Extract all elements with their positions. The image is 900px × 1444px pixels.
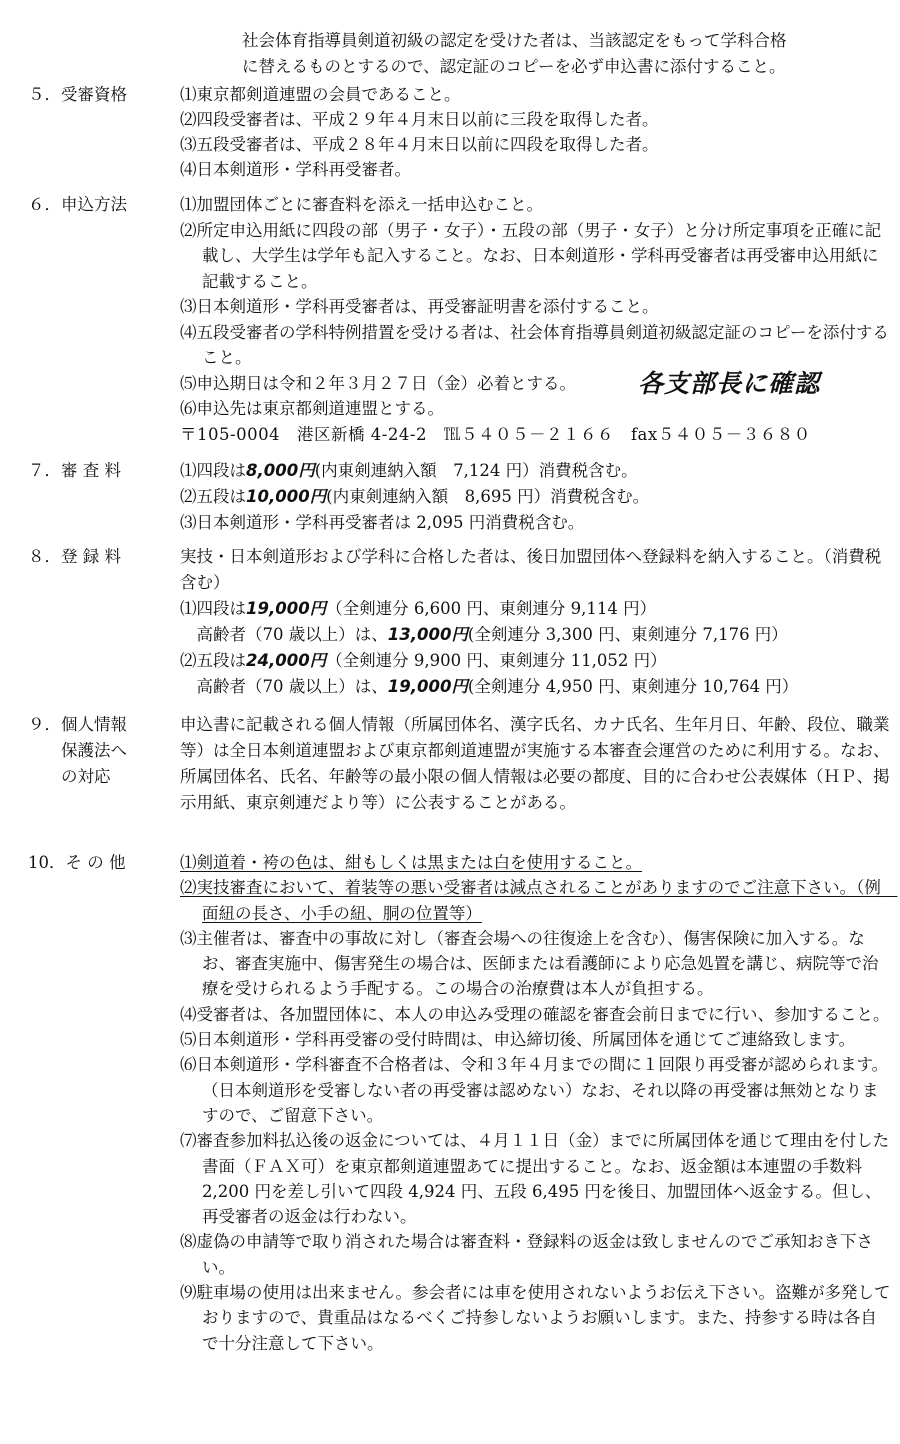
section-8-body xyxy=(180,544,892,700)
s10-item-3: ⑶主催者は、審査中の事故に対し（審査会場への往復途上を含む）、傷害保険に加入する。なお、審査実施中、傷害発生の場合は、医師または看護師により応急処置を講じ、病院等で治療を受けられるよう手配する。この場合の治療費は本人が負担する。 xyxy=(180,928,879,999)
s7-item-2-pre: ⑵五段は xyxy=(180,487,246,506)
s8-line-3-handwritten-amount: 24,000円 xyxy=(246,651,327,670)
s8-line-1-handwritten-amount: 19,000円 xyxy=(246,599,327,618)
section-10-label: 10．そ の 他 xyxy=(28,853,126,872)
section-10-body xyxy=(180,850,898,1356)
s6-item-5-text: ⑸申込期日は令和２年３月２７日（金）必着とする。 xyxy=(180,373,576,393)
s8-line-3-pre: ⑵五段は xyxy=(180,651,246,670)
s7-item-2 xyxy=(180,484,892,510)
s5-item-2: ⑵四段受審者は、平成２９年４月末日以前に三段を取得した者。 xyxy=(180,110,659,129)
s6-item-5 xyxy=(180,368,892,398)
s10-item-4: ⑷受審者は、各加盟団体に、本人の申込み受理の確認を審査会前日までに行い、参加すること。 xyxy=(180,1004,890,1024)
s10-item-6: ⑹日本剣道形・学科審査不合格者は、令和３年４月までの間に１回限り再受審が認められます。（日本剣道形を受審しない者の再受審は認めない）なお、それ以降の再受審は無効となりますので、ご留意下さい。 xyxy=(180,1055,889,1125)
s6-item-3: ⑶日本剣道形・学科再受審者は、再受審証明書を添付すること。 xyxy=(180,297,659,316)
s7-item-2-handwritten-amount: 10,000円 xyxy=(246,487,327,506)
s7-item-2-post: (内東剣連納入額 8,695 円）消費税含む。 xyxy=(326,487,650,506)
s8-line-2 xyxy=(180,622,892,648)
s6-item-2: ⑵所定申込用紙に四段の部（男子・女子）・五段の部（男子・女子）と分け所定事項を正確に記載し、大学生は学年も記入すること。なお、日本剣道形・学科再受審者は再受審申込用紙に記載すること。 xyxy=(180,220,882,291)
s8-line-1 xyxy=(180,596,892,622)
s8-line-1-pre: ⑴四段は xyxy=(180,599,246,618)
section-9-text: 申込書に記載される個人情報（所属団体名、漢字氏名、カナ氏名、生年月日、年齢、段位、職業等）は全日本剣道連盟および東京都剣道連盟が実施する本審査会運営のために利用する。なお、所属団体名、氏名、年齢等の最小限の個人情報は必要の都度、目的に合わせ公表媒体（ＨＰ、掲示用紙、東京剣連だより等）に公表することがある。 xyxy=(180,715,890,812)
intro-line-2: に替えるものとするので、認定証のコピーを必ず申込書に添付すること。 xyxy=(242,57,786,76)
s8-line-2-pre: 高齢者（70 歳以上）は、 xyxy=(180,625,388,644)
section-7-label: ７．審 査 料 xyxy=(28,461,121,480)
s8-intro: 実技・日本剣道形および学科に合格した者は、後日加盟団体へ登録料を納入すること。（消費税含む） xyxy=(180,547,882,592)
intro-line-1: 社会体育指導員剣道初級の認定を受けた者は、当該認定をもって学科合格 xyxy=(242,31,787,50)
s6-item-1: ⑴加盟団体ごとに審査料を添え一括申込むこと。 xyxy=(180,195,543,214)
s8-line-4-handwritten-amount: 19,000円 xyxy=(387,677,468,696)
s7-item-1-handwritten-amount: 8,000円 xyxy=(246,461,315,480)
s10-item-9: ⑼駐車場の使用は出来ません。参会者には車を使用されないようお伝え下さい。盗難が多発しておりますので、貴重品はなるべくご持参しないようお願いします。また、持参する時は各自で十分注意して下さい。 xyxy=(180,1283,891,1353)
s5-item-4: ⑷日本剣道形・学科再受審者。 xyxy=(180,160,411,179)
s5-item-1: ⑴東京都剣道連盟の会員であること。 xyxy=(180,85,461,104)
s7-item-1 xyxy=(180,458,892,484)
section-8-label: ８．登 録 料 xyxy=(28,547,121,566)
s8-line-3 xyxy=(180,648,892,674)
section-6-body xyxy=(180,192,892,447)
s8-line-2-handwritten-amount: 13,000円 xyxy=(387,625,468,644)
s8-line-4 xyxy=(180,674,892,700)
s10-item-7: ⑺審査参加料払込後の返金については、４月１１日（金）までに所属団体を通じて理由を付した書面（ＦＡＸ可）を東京都剣道連盟あてに提出すること。なお、返金額は本連盟の手数料 2,200 円を差し引いて四段 4,924 円、五段 6,495 円を後日、加盟団体へ返金する。但し、再受審者の返金は行わない。 xyxy=(180,1131,890,1227)
s8-line-4-post: (全剣連分 4,950 円、東剣連分 10,764 円） xyxy=(467,677,799,696)
section-6-label: ６．申込方法 xyxy=(28,195,127,214)
s7-item-1-post: (内東剣連納入額 7,124 円）消費税含む。 xyxy=(314,461,638,480)
s5-item-3: ⑶五段受審者は、平成２８年４月末日以前に四段を取得した者。 xyxy=(180,135,659,154)
s10-item-8: ⑻虚偽の申請等で取り消された場合は審査料・登録料の返金は致しませんのでご承知おき下さい。 xyxy=(180,1232,873,1277)
section-5-body xyxy=(180,82,892,182)
s8-line-2-post: (全剣連分 3,300 円、東剣連分 7,176 円） xyxy=(467,625,788,644)
s7-item-3: ⑶日本剣道形・学科再受審者は 2,095 円消費税含む。 xyxy=(180,513,585,532)
s8-line-3-post: （全剣連分 9,900 円、東剣連分 11,052 円） xyxy=(326,651,667,670)
s6-item-6: ⑹申込先は東京都剣道連盟とする。 xyxy=(180,399,444,418)
section-5-label: ５．受審資格 xyxy=(28,85,127,104)
contact-address: 〒105-0004 港区新橋 4-24-2 ℡５４０５－２１６６ fax５４０５－３６８０ xyxy=(180,424,811,444)
s8-line-4-pre: 高齢者（70 歳以上）は、 xyxy=(180,677,388,696)
s10-item-1: ⑴剣道着・袴の色は、紺もしくは黒または白を使用すること。 xyxy=(180,853,642,872)
intro-paragraph xyxy=(242,28,892,80)
s10-item-5: ⑸日本剣道形・学科再受審の受付時間は、申込締切後、所属団体を通じてご連絡致します。 xyxy=(180,1030,856,1050)
handwritten-note: 各支部長に確認 xyxy=(638,368,821,398)
section-9-label: ９．個人情報 保護法へ の対応 xyxy=(28,715,127,786)
section-7-body xyxy=(180,458,892,536)
s6-item-4: ⑷五段受審者の学科特例措置を受ける者は、社会体育指導員剣道初級認定証のコピーを添付すること。 xyxy=(180,322,889,367)
s10-item-2: ⑵実技審査において、着装等の悪い受審者は減点されることがありますのでご注意下さい。（例 面紐の長さ、小手の紐、胴の位置等） xyxy=(180,878,898,923)
s8-line-1-post: （全剣連分 6,600 円、東剣連分 9,114 円） xyxy=(326,599,657,618)
s7-item-1-pre: ⑴四段は xyxy=(180,461,246,480)
